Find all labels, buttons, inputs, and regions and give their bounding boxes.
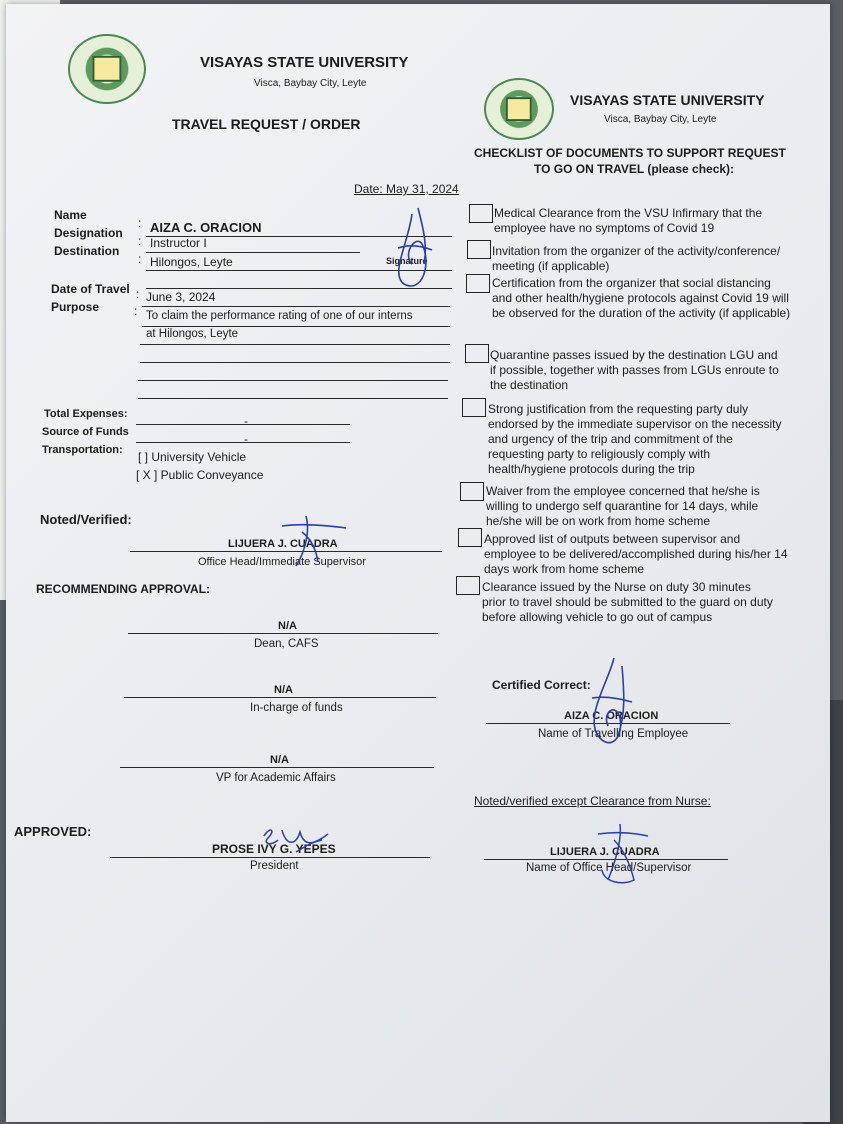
checklist-item-3: Certification from the organizer that social distancing and other health/hygiene protocols against Covid 19 will be observed for the duration of the activity (if applicable) bbox=[492, 276, 791, 320]
purpose-rule-1 bbox=[142, 326, 450, 327]
total-expenses-label: Total Expenses: bbox=[44, 408, 128, 420]
checklist-box-1[interactable] bbox=[469, 204, 493, 223]
colon: : bbox=[138, 252, 142, 266]
checklist-box-4[interactable] bbox=[465, 344, 489, 363]
checklist-item-1: Medical Clearance from the VSU Infirmary that the employee have no symptoms of Covid 19 bbox=[494, 206, 763, 235]
checklist-item-4: Quarantine passes issued by the destination LGU and if possible, together with passes from LGUs enroute to the destination bbox=[490, 348, 779, 392]
employee-signature-right bbox=[578, 652, 638, 756]
destination-label: Destination bbox=[54, 244, 120, 258]
recommender-3-line bbox=[120, 767, 434, 768]
checklist-item-7: Approved list of outputs between supervisor and employee to be delivered/accomplished during his/her 14 days work from home scheme bbox=[484, 532, 788, 576]
purpose-rule-4 bbox=[138, 380, 448, 381]
checklist-box-2[interactable] bbox=[467, 240, 491, 259]
date-of-travel-label: Date of Travel bbox=[51, 282, 130, 296]
noted-supervisor-title: Office Head/Immediate Supervisor bbox=[198, 556, 366, 568]
name-value: AIZA C. ORACION bbox=[150, 220, 262, 235]
right-supervisor-name: LIJUERA J. CUADRA bbox=[550, 846, 660, 858]
name-label: Name bbox=[54, 208, 87, 222]
purpose-line-1: To claim the performance rating of one of our interns bbox=[146, 310, 413, 322]
noted-supervisor-name: LIJUERA J. CUADRA bbox=[228, 538, 338, 550]
recommending-approval-label: RECOMMENDING APPROVAL: bbox=[36, 582, 210, 596]
purpose-rule-2 bbox=[140, 344, 450, 345]
colon: : bbox=[136, 287, 140, 301]
vsu-seal-left bbox=[68, 34, 146, 104]
designation-line bbox=[146, 252, 360, 253]
university-address-left: Visca, Baybay City, Leyte bbox=[254, 78, 367, 89]
destination-value: Hilongos, Leyte bbox=[150, 255, 233, 269]
checklist-box-8[interactable] bbox=[456, 576, 480, 595]
checklist-box-7[interactable] bbox=[458, 528, 482, 547]
signature-label: Signature bbox=[386, 256, 428, 266]
date-of-travel-value: June 3, 2024 bbox=[146, 290, 216, 304]
certified-employee-name: AIZA C. ORACION bbox=[564, 710, 659, 722]
purpose-rule-3 bbox=[140, 362, 450, 363]
president-signature bbox=[256, 816, 336, 858]
checklist-item-5: Strong justification from the requesting party duly endorsed by the immediate supervisor on the necessity and urgency of the trip and commitment of the requesting party to religiously comply with health/hygiene protocols during the trip bbox=[488, 402, 782, 476]
approved-label: APPROVED: bbox=[14, 824, 92, 839]
approver-title: President bbox=[250, 860, 299, 872]
purpose-line-2: at Hilongos, Leyte bbox=[146, 328, 239, 340]
approver-name: PROSE IVY G. YEPES bbox=[212, 842, 336, 856]
checklist-box-6[interactable] bbox=[460, 482, 484, 501]
transport-university-vehicle: [ ] University Vehicle bbox=[138, 450, 247, 464]
checklist-title-line-2: TO GO ON TRAVEL (please check): bbox=[534, 162, 735, 176]
university-name-right: VISAYAS STATE UNIVERSITY bbox=[570, 92, 765, 108]
colon: : bbox=[134, 304, 138, 318]
recommender-2-line bbox=[124, 697, 436, 698]
recommender-1-line bbox=[128, 633, 438, 634]
recommender-2-name: N/A bbox=[274, 684, 293, 696]
date-of-travel-line bbox=[142, 306, 450, 307]
source-of-funds-line bbox=[136, 442, 350, 443]
recommender-1-title: Dean, CAFS bbox=[254, 638, 319, 650]
checklist-box-5[interactable] bbox=[462, 398, 486, 417]
certified-employee-title: Name of Travelling Employee bbox=[538, 728, 689, 740]
checklist-item-6: Waiver from the employee concerned that he/she is willing to undergo self quarantine for 14 days, while he/she will be on work from home scheme bbox=[486, 484, 760, 528]
recommender-2-title: In-charge of funds bbox=[250, 702, 343, 714]
noted-except-nurse-label: Noted/verified except Clearance from Nurse: bbox=[474, 794, 711, 808]
source-of-funds-label: Source of Funds bbox=[42, 426, 129, 438]
total-expenses-line bbox=[136, 424, 350, 425]
checklist-box-3[interactable] bbox=[466, 274, 490, 293]
recommender-3-name: N/A bbox=[270, 754, 289, 766]
source-of-funds-value: - bbox=[244, 432, 248, 446]
checklist-title-line-1: CHECKLIST OF DOCUMENTS TO SUPPORT REQUEST bbox=[474, 146, 786, 160]
noted-verified-label: Noted/Verified: bbox=[40, 512, 132, 527]
recommender-3-title: VP for Academic Affairs bbox=[216, 772, 336, 784]
transportation-label: Transportation: bbox=[42, 444, 123, 456]
university-address-right: Visca, Baybay City, Leyte bbox=[604, 114, 717, 125]
employee-signature-left bbox=[382, 204, 446, 296]
checklist-item-8: Clearance issued by the Nurse on duty 30 minutes prior to travel should be submitted to the guard on duty before allowing vehicle to go out of campus bbox=[482, 580, 773, 624]
right-supervisor-title: Name of Office Head/Supervisor bbox=[526, 862, 692, 874]
designation-value: Instructor I bbox=[150, 236, 207, 250]
transport-public-conveyance: [ X ] Public Conveyance bbox=[136, 468, 264, 482]
travel-request-document bbox=[6, 4, 830, 1122]
certified-correct-label: Certified Correct: bbox=[492, 678, 591, 692]
form-title: TRAVEL REQUEST / ORDER bbox=[172, 116, 361, 132]
designation-label: Designation bbox=[54, 226, 123, 240]
purpose-rule-5 bbox=[138, 398, 448, 399]
vsu-seal-right bbox=[484, 78, 554, 140]
supervisor-signature-left bbox=[276, 510, 356, 570]
colon: : bbox=[138, 216, 142, 230]
form-date: Date: May 31, 2024 bbox=[354, 182, 459, 196]
supervisor-signature-right bbox=[594, 820, 654, 890]
university-name-left: VISAYAS STATE UNIVERSITY bbox=[200, 54, 409, 71]
colon: : bbox=[138, 234, 142, 248]
checklist-item-2: Invitation from the organizer of the activity/conference/ meeting (if applicable) bbox=[492, 244, 781, 273]
recommender-1-name: N/A bbox=[278, 620, 297, 632]
purpose-label: Purpose bbox=[51, 300, 100, 314]
total-expenses-value: - bbox=[244, 414, 248, 428]
